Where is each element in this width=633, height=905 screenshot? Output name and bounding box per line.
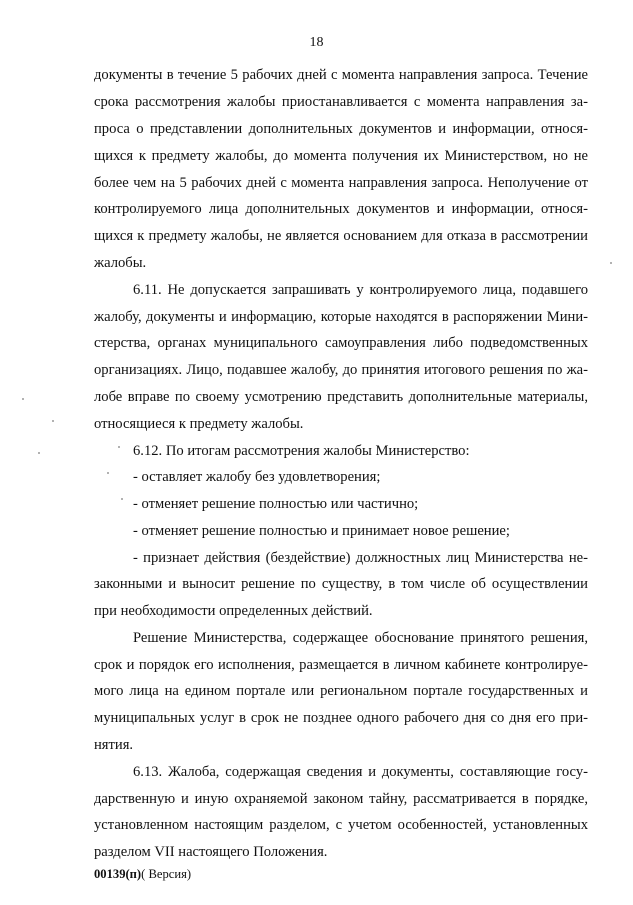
text-line: более чем на 5 рабочих дней с момента направления запроса. Неполучение от <box>94 175 588 191</box>
scan-speck <box>22 398 24 400</box>
text-line: дарственную и иную охраняемой законом тайну, рассматривается в порядке, <box>94 791 588 807</box>
list-item: - оставляет жалобу без удовлетворения; <box>133 469 381 485</box>
scan-speck <box>38 452 40 454</box>
text-line: установленном настоящим разделом, с учетом особенностей, установленных <box>94 817 588 833</box>
text-line: нятия. <box>94 737 134 753</box>
text-line: лобе вправе по своему усмотрению представить дополнительные материалы, <box>94 389 588 405</box>
paragraph-6-13-first-line: 6.13. Жалоба, содержащая сведения и документы, составляющие госу- <box>133 764 588 780</box>
text-line: организациях. Лицо, подавшее жалобу, до принятия итогового решения по жа- <box>94 362 588 378</box>
paragraph-6-12-heading: 6.12. По итогам рассмотрения жалобы Министерство: <box>133 443 470 459</box>
text-line: срока рассмотрения жалобы приостанавливается с момента направления за- <box>94 94 588 110</box>
list-item: - отменяет решение полностью и принимает новое решение; <box>133 523 510 539</box>
text-line: стерства, органах муниципального самоуправления либо подведомственных <box>94 335 588 351</box>
list-item: - признает действия (бездействие) должностных лиц Министерства не- <box>133 550 588 566</box>
scan-speck <box>121 498 123 500</box>
page-number: 18 <box>309 35 324 50</box>
text-line: при необходимости определенных действий. <box>94 603 373 619</box>
text-line: проса о представлении дополнительных документов и информации, относя- <box>94 121 588 137</box>
document-version: ( Версия) <box>141 867 192 881</box>
text-line: контролируемого лица дополнительных документов и информации, относя- <box>94 201 588 217</box>
text-line: жалобы. <box>94 255 147 271</box>
document-code-footer <box>94 866 191 882</box>
text-line: относящиеся к предмету жалобы. <box>94 416 304 432</box>
scan-speck <box>118 446 120 448</box>
scan-speck <box>107 472 109 474</box>
text-line: жалобу, документы и информацию, которые находятся в распоряжении Мини- <box>94 309 588 325</box>
list-item: - отменяет решение полностью или частично; <box>133 496 419 512</box>
text-line: щихся к предмету жалобы, до момента получения их Министерством, но не <box>94 148 588 164</box>
paragraph-decision-first-line: Решение Министерства, содержащее обоснование принятого решения, <box>133 630 588 646</box>
text-line: разделом VII настоящего Положения. <box>94 844 328 860</box>
paragraph-6-11-first-line: 6.11. Не допускается запрашивать у контролируемого лица, подавшего <box>133 282 588 298</box>
text-line: муниципальных услуг в срок не позднее одного рабочего дня со дня его при- <box>94 710 588 726</box>
text-line: срок и порядок его исполнения, размещается в личном кабинете контролируе- <box>94 657 588 673</box>
text-line: документы в течение 5 рабочих дней с момента направления запроса. Течение <box>94 67 588 83</box>
scan-speck <box>52 420 54 422</box>
text-line: щихся к предмету жалобы, не является основанием для отказа в рассмотрении <box>94 228 588 244</box>
scan-speck <box>610 262 612 264</box>
document-code: 00139(п) <box>94 867 142 881</box>
text-line: законными и выносит решение по существу, в том числе об осуществлении <box>94 576 588 592</box>
text-line: мого лица на едином портале или региональном портале государственных и <box>94 683 588 699</box>
